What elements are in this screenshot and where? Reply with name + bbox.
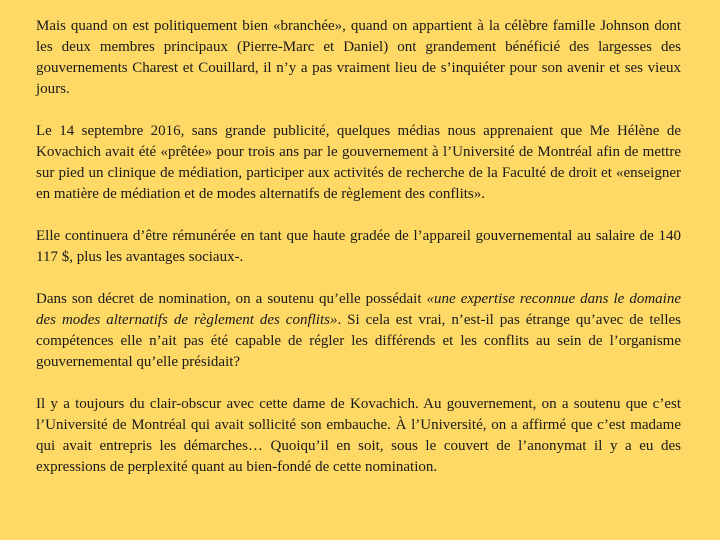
paragraph-4-lead: Dans son décret de nomination, on a soutenu qu’elle possédait xyxy=(36,291,427,307)
paragraph-4-rest: . Si cela est vrai, n’est-il pas étrange qu’avec de telles compétences elle n’ait pas été capable de régler les différends et les conflits au sein de l’organisme gouvernemental qu’elle présidait? xyxy=(36,312,681,370)
paragraph-4-quote: «une expertise reconnue dans le domaine des modes alternatifs de règlement des conflits» xyxy=(36,291,682,328)
paragraph-1: Mais quand on est politiquement bien «branchée», quand on appartient à la célèbre famille Johnson dont les deux membres principaux (Pierre-Marc et Daniel) ont grandement bénéficié des largesses des gouvernements Charest et Couillard, il n’y a pas vraiment lieu de s’inquiéter pour son avenir et ses vieux jours. xyxy=(36,18,681,97)
article-body xyxy=(36,16,681,478)
paragraph-3: Elle continuera d’être rémunérée en tant que haute gradée de l’appareil gouvernemental au salaire de 140 117 $, plus les avantages sociaux-. xyxy=(36,228,681,265)
paragraph-4 xyxy=(36,289,681,373)
paragraph-5: Il y a toujours du clair-obscur avec cette dame de Kovachich. Au gouvernement, on a soutenu que c’est l’Université de Montréal qui avait sollicité son embauche. À l’Université, on a affirmé que c’est madame qui avait entrepris les démarches… Quoiqu’il en soit, sous le couvert de l’anonymat il y a eu des expressions de perplexité quant au bien-fondé de cette nomination. xyxy=(36,396,681,475)
paragraph-2: Le 14 septembre 2016, sans grande publicité, quelques médias nous apprenaient que Me Hélène de Kovachich avait été «prêtée» pour trois ans par le gouvernement à l’Université de Montréal afin de mettre sur pied un clinique de médiation, participer aux activités de recherche de la Faculté de droit et «enseigner en matière de médiation et de modes alternatifs de règlement des conflits». xyxy=(36,123,681,202)
